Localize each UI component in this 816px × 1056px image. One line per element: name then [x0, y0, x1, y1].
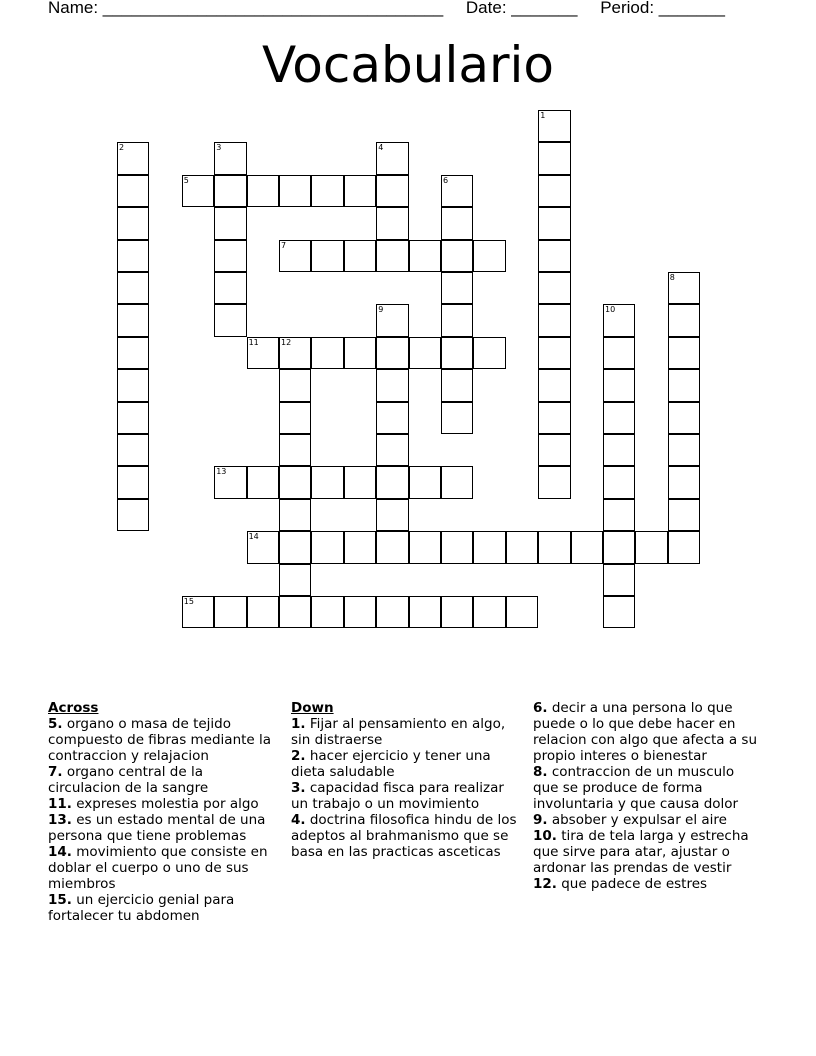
clue-item — [48, 812, 276, 844]
across-clues — [48, 700, 276, 924]
grid-cell[interactable] — [376, 142, 408, 174]
grid-cell[interactable] — [538, 434, 570, 466]
clue-item-number: 12. — [533, 876, 557, 892]
grid-cell[interactable] — [603, 337, 635, 369]
clue-item-text: expreses molestia por algo — [71, 796, 259, 812]
grid-cell[interactable] — [473, 240, 505, 272]
grid-cell[interactable] — [247, 596, 279, 628]
grid-cell[interactable] — [117, 402, 149, 434]
grid-cell[interactable] — [538, 240, 570, 272]
grid-cell[interactable] — [117, 240, 149, 272]
grid-cell[interactable] — [603, 499, 635, 531]
grid-cell[interactable] — [538, 304, 570, 336]
grid-cell[interactable] — [441, 175, 473, 207]
grid-cell[interactable] — [409, 531, 441, 563]
grid-cell[interactable] — [279, 564, 311, 596]
grid-cell[interactable] — [117, 272, 149, 304]
grid-cell[interactable] — [182, 175, 214, 207]
clue-item-text: decir a una persona lo que puede o lo que debe hacer en relacion con algo que afecta a su propio interes o bienestar — [533, 700, 758, 764]
clue-item-text: organo o masa de tejido compuesto de fibras mediante la contraccion y relajacion — [48, 716, 272, 764]
clue-number: 7 — [281, 240, 287, 250]
clue-item-number: 13. — [48, 812, 72, 828]
grid-cell[interactable] — [538, 175, 570, 207]
grid-cell[interactable] — [279, 175, 311, 207]
clue-number: 13 — [216, 467, 227, 477]
grid-cell[interactable] — [441, 207, 473, 239]
grid-cell[interactable] — [279, 240, 311, 272]
grid-cell[interactable] — [603, 369, 635, 401]
grid-cell[interactable] — [603, 564, 635, 596]
grid-cell[interactable] — [279, 369, 311, 401]
date-field[interactable]: Date: _______ — [465, 0, 578, 17]
grid-cell[interactable] — [214, 240, 246, 272]
grid-cell[interactable] — [279, 434, 311, 466]
grid-cell[interactable] — [538, 369, 570, 401]
clue-number: 1 — [540, 111, 546, 120]
grid-cell[interactable] — [668, 434, 700, 466]
grid-cell[interactable] — [214, 142, 246, 174]
clue-item — [48, 716, 276, 764]
clue-item-text: organo central de la circulacion de la sangre — [48, 764, 209, 796]
grid-cell[interactable] — [473, 596, 505, 628]
grid-cell[interactable] — [538, 110, 570, 142]
grid-cell[interactable] — [538, 272, 570, 304]
grid-cell[interactable] — [117, 434, 149, 466]
clue-number: 6 — [443, 175, 449, 185]
grid-cell[interactable] — [344, 466, 376, 498]
grid-cell[interactable] — [117, 142, 149, 174]
clue-item-text: hacer ejercicio y tener una dieta saludable — [291, 748, 491, 780]
clue-item-text: doctrina filosofica hindu de los adeptos al brahmanismo que se basa en las practicas asceticas — [291, 812, 517, 860]
grid-cell[interactable] — [538, 142, 570, 174]
clue-item — [533, 700, 758, 764]
clue-item-number: 15. — [48, 892, 72, 908]
grid-cell[interactable] — [214, 304, 246, 336]
grid-cell[interactable] — [376, 499, 408, 531]
clue-item-number: 14. — [48, 844, 72, 860]
grid-cell[interactable] — [506, 596, 538, 628]
clue-item — [291, 716, 521, 748]
grid-cell[interactable] — [376, 304, 408, 336]
clue-item — [291, 780, 521, 812]
grid-cell[interactable] — [214, 596, 246, 628]
grid-cell[interactable] — [668, 369, 700, 401]
clue-number: 9 — [378, 305, 384, 315]
grid-cell[interactable] — [506, 531, 538, 563]
grid-cell[interactable] — [376, 596, 408, 628]
grid-cell[interactable] — [376, 402, 408, 434]
grid-cell[interactable] — [182, 596, 214, 628]
clue-item-number: 7. — [48, 764, 63, 780]
clue-number: 4 — [378, 143, 384, 153]
across-heading: Across — [48, 700, 99, 716]
grid-cell[interactable] — [311, 175, 343, 207]
grid-cell[interactable] — [603, 402, 635, 434]
grid-cell[interactable] — [441, 240, 473, 272]
clue-item — [48, 796, 276, 812]
grid-cell[interactable] — [376, 434, 408, 466]
grid-cell[interactable] — [603, 434, 635, 466]
grid-cell[interactable] — [344, 240, 376, 272]
clue-item — [533, 876, 758, 892]
clue-item — [48, 844, 276, 892]
clue-item-number: 11. — [48, 796, 72, 812]
clue-number: 5 — [183, 175, 189, 185]
grid-cell[interactable] — [311, 240, 343, 272]
clue-item-text: es un estado mental de una persona que tiene problemas — [48, 812, 266, 844]
clue-item-text: contraccion de un musculo que se produce de forma involuntaria y que causa dolor — [533, 764, 739, 812]
clue-item-text: movimiento que consiste en doblar el cuerpo o uno de sus miembros — [48, 844, 268, 892]
grid-cell[interactable] — [441, 369, 473, 401]
grid-cell[interactable] — [279, 337, 311, 369]
grid-cell[interactable] — [117, 337, 149, 369]
grid-cell[interactable] — [247, 466, 279, 498]
clue-item-number: 1. — [291, 716, 306, 732]
clue-item-text: absober y expulsar el aire — [547, 812, 727, 828]
grid-cell[interactable] — [376, 369, 408, 401]
grid-cell[interactable] — [311, 596, 343, 628]
grid-cell[interactable] — [473, 531, 505, 563]
grid-cell[interactable] — [214, 175, 246, 207]
clue-number: 10 — [605, 305, 616, 315]
clue-number: 11 — [248, 337, 259, 347]
grid-cell[interactable] — [117, 369, 149, 401]
grid-cell[interactable] — [344, 596, 376, 628]
grid-cell[interactable] — [538, 337, 570, 369]
grid-cell[interactable] — [279, 466, 311, 498]
grid-cell[interactable] — [668, 402, 700, 434]
clue-number: 15 — [183, 597, 194, 606]
clue-item-text: Fijar al pensamiento en algo, sin distraerse — [291, 716, 506, 748]
clue-item-number: 8. — [533, 764, 548, 780]
grid-cell[interactable] — [668, 272, 700, 304]
clue-item — [48, 892, 276, 924]
grid-cell[interactable] — [279, 531, 311, 563]
grid-cell[interactable] — [279, 499, 311, 531]
grid-cell[interactable] — [214, 272, 246, 304]
clue-item-text: que padece de estres — [556, 876, 708, 892]
name-field[interactable]: Name: ____________________________________ — [48, 0, 444, 17]
grid-cell[interactable] — [376, 531, 408, 563]
clue-item — [48, 764, 276, 796]
clue-item — [291, 812, 521, 860]
clue-item-number: 3. — [291, 780, 306, 796]
clue-item-text: tira de tela larga y estrecha que sirve para atar, ajustar o ardonar las prendas de vestir — [533, 828, 749, 876]
clue-number: 14 — [248, 532, 259, 542]
grid-cell[interactable] — [117, 207, 149, 239]
clue-item-text: un ejercicio genial para fortalecer tu abdomen — [48, 892, 235, 924]
clue-item-number: 10. — [533, 828, 557, 844]
grid-cell[interactable] — [376, 207, 408, 239]
grid-cell[interactable] — [409, 466, 441, 498]
grid-cell[interactable] — [603, 596, 635, 628]
grid-cell[interactable] — [311, 337, 343, 369]
clue-number: 12 — [281, 337, 292, 347]
clue-number: 2 — [119, 143, 125, 153]
clue-item-number: 6. — [533, 700, 548, 716]
grid-cell[interactable] — [473, 337, 505, 369]
clue-item — [533, 828, 758, 876]
grid-cell[interactable] — [441, 531, 473, 563]
grid-cell[interactable] — [538, 531, 570, 563]
grid-cell[interactable] — [279, 402, 311, 434]
grid-cell[interactable] — [344, 175, 376, 207]
grid-cell[interactable] — [376, 337, 408, 369]
grid-cell[interactable] — [409, 337, 441, 369]
down-heading: Down — [291, 700, 334, 716]
grid-cell[interactable] — [441, 272, 473, 304]
grid-cell[interactable] — [538, 466, 570, 498]
grid-cell[interactable] — [635, 531, 667, 563]
grid-cell[interactable] — [603, 531, 635, 563]
clue-item-number: 2. — [291, 748, 306, 764]
grid-cell[interactable] — [441, 337, 473, 369]
page-title: Vocabulario — [261, 36, 555, 94]
grid-cell[interactable] — [668, 466, 700, 498]
grid-cell[interactable] — [409, 240, 441, 272]
grid-cell[interactable] — [603, 466, 635, 498]
grid-cell[interactable] — [603, 304, 635, 336]
grid-cell[interactable] — [668, 337, 700, 369]
period-field[interactable]: Period: _______ — [600, 0, 725, 17]
grid-cell[interactable] — [538, 207, 570, 239]
clue-number: 3 — [216, 143, 222, 153]
grid-cell[interactable] — [214, 207, 246, 239]
clue-item-number: 5. — [48, 716, 63, 732]
grid-cell[interactable] — [117, 499, 149, 531]
grid-cell[interactable] — [311, 466, 343, 498]
down-clues — [291, 700, 521, 860]
grid-cell[interactable] — [247, 175, 279, 207]
grid-cell[interactable] — [376, 240, 408, 272]
grid-cell[interactable] — [668, 304, 700, 336]
clue-item — [291, 748, 521, 780]
grid-cell[interactable] — [279, 596, 311, 628]
grid-cell[interactable] — [376, 175, 408, 207]
grid-cell[interactable] — [344, 531, 376, 563]
grid-cell[interactable] — [668, 531, 700, 563]
clue-item-text: capacidad fisca para realizar un trabajo o un movimiento — [291, 780, 504, 812]
grid-cell[interactable] — [214, 466, 246, 498]
grid-cell[interactable] — [117, 304, 149, 336]
clue-item-number: 4. — [291, 812, 306, 828]
down-clues-continued — [533, 700, 758, 892]
clue-item — [533, 812, 758, 828]
grid-cell[interactable] — [344, 337, 376, 369]
grid-cell[interactable] — [441, 402, 473, 434]
grid-cell[interactable] — [441, 304, 473, 336]
clue-item-number: 9. — [533, 812, 548, 828]
grid-cell[interactable] — [441, 596, 473, 628]
grid-cell[interactable] — [247, 531, 279, 563]
grid-cell[interactable] — [668, 499, 700, 531]
grid-cell[interactable] — [247, 337, 279, 369]
grid-cell[interactable] — [311, 531, 343, 563]
grid-cell[interactable] — [409, 596, 441, 628]
grid-cell[interactable] — [376, 466, 408, 498]
grid-cell[interactable] — [117, 175, 149, 207]
clue-number: 8 — [669, 273, 675, 282]
grid-cell[interactable] — [571, 531, 603, 563]
grid-cell[interactable] — [117, 466, 149, 498]
grid-cell[interactable] — [441, 466, 473, 498]
clue-item — [533, 764, 758, 812]
grid-cell[interactable] — [538, 402, 570, 434]
